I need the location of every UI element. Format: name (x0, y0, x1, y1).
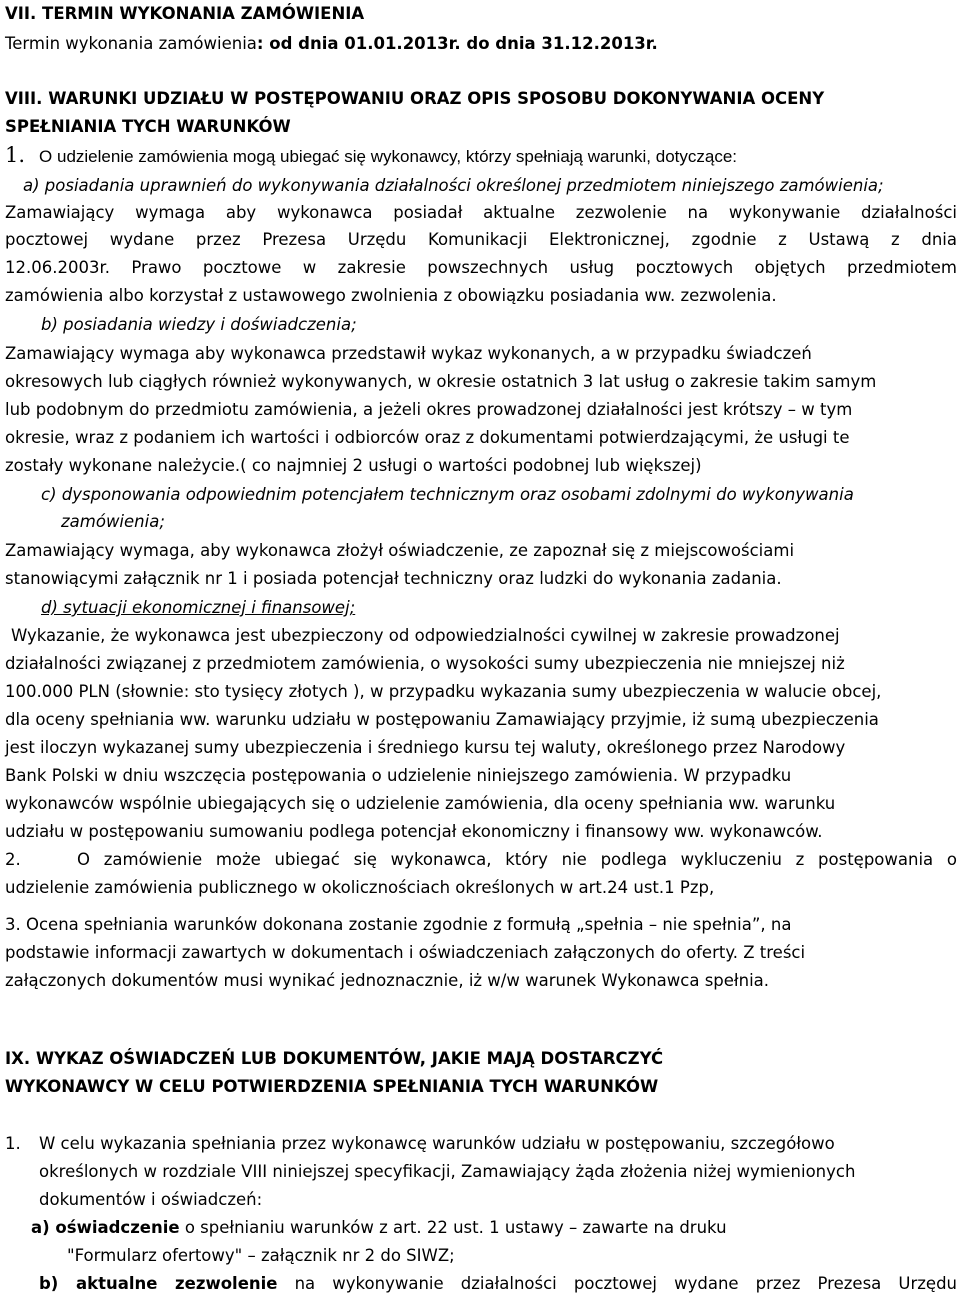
item-a-text: o spełnianiu warunków z art. 22 ust. 1 ustawy – zawarte na druku (179, 1218, 727, 1237)
item-b-label: b) aktualne zezwolenie (39, 1274, 278, 1293)
s9-item1-line2: określonych w rozdziale VIII niniejszej specyfikacji, Zamawiający żąda złożenia niżej wymienionych (39, 1162, 856, 1181)
cond-b-line4: okresie, wraz z podaniem ich wartości i odbiorców oraz z dokumentami potwierdzającymi, że usługi te (5, 428, 850, 447)
s8-item1 (5, 141, 737, 171)
cond-d-line8: udziału w postępowaniu sumowaniu podlega potencjał ekonomiczny i finansowy ww. wykonawców. (5, 822, 823, 841)
item-number: 1. (5, 143, 26, 167)
section-7-heading: VII. TERMIN WYKONANIA ZAMÓWIENIA (5, 4, 365, 23)
cond-a-line3: 12.06.2003r. Prawo pocztowe w zakresie powszechnych usług pocztowych objętych przedmiotem (5, 258, 957, 277)
item-a-label: a) oświadczenie (31, 1218, 180, 1237)
section-7-term (5, 30, 658, 58)
section-9-heading-line1: IX. WYKAZ OŚWIADCZEŃ LUB DOKUMENTÓW, JAKIE MAJĄ DOSTARCZYĆ (5, 1049, 664, 1068)
s9-item-b (39, 1270, 957, 1298)
cond-d-line2: działalności związanej z przedmiotem zamówienia, o wysokości sumy ubezpieczenia nie mniejszej niż (5, 654, 845, 673)
s9-item-a-line2: "Formularz ofertowy" – załącznik nr 2 do SIWZ; (67, 1246, 455, 1265)
cond-c-line1: Zamawiający wymaga, aby wykonawca złożył oświadczenie, ze zapoznał się z miejscowościami (5, 541, 795, 560)
s9-item1-number: 1. (5, 1134, 21, 1153)
cond-c-line2: stanowiącymi załącznik nr 1 i posiada potencjał techniczny oraz ludzki do wykonania zadania. (5, 569, 782, 588)
s9-item1-line3: dokumentów i oświadczeń: (39, 1190, 263, 1209)
cond-b-line2: okresowych lub ciągłych również wykonywanych, w okresie ostatnich 3 lat usług o zakresie takim samym (5, 372, 877, 391)
term-prefix: Termin wykonania zamówienia (5, 34, 257, 53)
s8-item3-line1: 3. Ocena spełniania warunków dokonana zostanie zgodnie z formułą „spełnia – nie spełnia”, na (5, 915, 792, 934)
term-value: : od dnia 01.01.2013r. do dnia 31.12.2013r. (256, 34, 658, 53)
cond-d-line1: Wykazanie, że wykonawca jest ubezpieczony od odpowiedzialności cywilnej w zakresie prowadzonej (11, 626, 840, 645)
cond-b-line5: zostały wykonane należycie.( co najmniej 2 usługi o wartości podobnej lub większej) (5, 456, 702, 475)
section-8-heading-line2: SPEŁNIANIA TYCH WARUNKÓW (5, 117, 291, 136)
cond-d-line4: dla oceny spełniania ww. warunku udziału w postępowaniu Zamawiający przyjmie, iż sumą ubezpieczenia (5, 710, 879, 729)
cond-d-line3: 100.000 PLN (słownie: sto tysięcy złotych ), w przypadku wykazania sumy ubezpieczenia w walucie obcej, (5, 682, 882, 701)
cond-b-line3: lub podobnym do przedmiotu zamówienia, a jeżeli okres prowadzonej działalności jest krótszy – w tym (5, 400, 853, 419)
s9-item-a (31, 1214, 727, 1242)
cond-b-line1: Zamawiający wymaga aby wykonawca przedstawił wykaz wykonanych, a w przypadku świadczeń (5, 344, 812, 363)
s8-item2-line2: udzielenie zamówienia publicznego w okolicznościach określonych w art.24 ust.1 Pzp, (5, 878, 715, 897)
cond-d-line5: jest iloczyn wykazanej sumy ubezpieczenia i średniego kursu tej waluty, określonego przez Narodowy (5, 738, 846, 757)
section-8-heading-line1: VIII. WARUNKI UDZIAŁU W POSTĘPOWANIU ORAZ OPIS SPOSOBU DOKONYWANIA OCENY (5, 89, 825, 108)
s8-item3-line3: załączonych dokumentów musi wynikać jednoznacznie, iż w/w warunek Wykonawca spełnia. (5, 971, 770, 990)
cond-d-title: d) sytuacji ekonomicznej i finansowej; (41, 598, 356, 617)
section-9-heading-line2: WYKONAWCY W CELU POTWIERDZENIA SPEŁNIANIA TYCH WARUNKÓW (5, 1077, 659, 1096)
cond-a-line1: Zamawiający wymaga aby wykonawca posiadał aktualne zezwolenie na wykonywanie działalności (5, 203, 957, 222)
item-b-text: na wykonywanie działalności pocztowej wydane przez Prezesa Urzędu (277, 1274, 957, 1293)
cond-b-title: b) posiadania wiedzy i doświadczenia; (41, 315, 357, 334)
cond-a-line2: pocztowej wydane przez Prezesa Urzędu Komunikacji Elektronicznej, zgodnie z Ustawą z dnia (5, 230, 957, 249)
item-text: O udzielenie zamówienia mogą ubiegać się wykonawcy, którzy spełniają warunki, dotyczące: (39, 147, 738, 166)
cond-a-title: a) posiadania uprawnień do wykonywania działalności określonej przedmiotem niniejszego zamówienia; (23, 176, 884, 195)
s8-item2-line1: O zamówienie może ubiegać się wykonawca, który nie podlega wykluczeniu z postępowania o (77, 850, 957, 869)
s9-item1-line1: W celu wykazania spełniania przez wykonawcę warunków udziału w postępowaniu, szczegółowo (39, 1134, 835, 1153)
cond-c-title-line1: c) dysponowania odpowiednim potencjałem technicznym oraz osobami zdolnymi do wykonywania (41, 485, 854, 504)
cond-d-line7: wykonawców wspólnie ubiegających się o udzielenie zamówienia, dla oceny spełniania ww. warunku (5, 794, 836, 813)
cond-c-title-line2: zamówienia; (61, 512, 165, 531)
s8-item2-number: 2. (5, 850, 21, 869)
s8-item3-line2: podstawie informacji zawartych w dokumentach i oświadczeniach załączonych do oferty. Z treści (5, 943, 806, 962)
cond-d-line6: Bank Polski w dniu wszczęcia postępowania o udzielenie niniejszego zamówienia. W przypadku (5, 766, 792, 785)
cond-a-line4: zamówienia albo korzystał z ustawowego zwolnienia z obowiązku posiadania ww. zezwolenia. (5, 286, 777, 305)
